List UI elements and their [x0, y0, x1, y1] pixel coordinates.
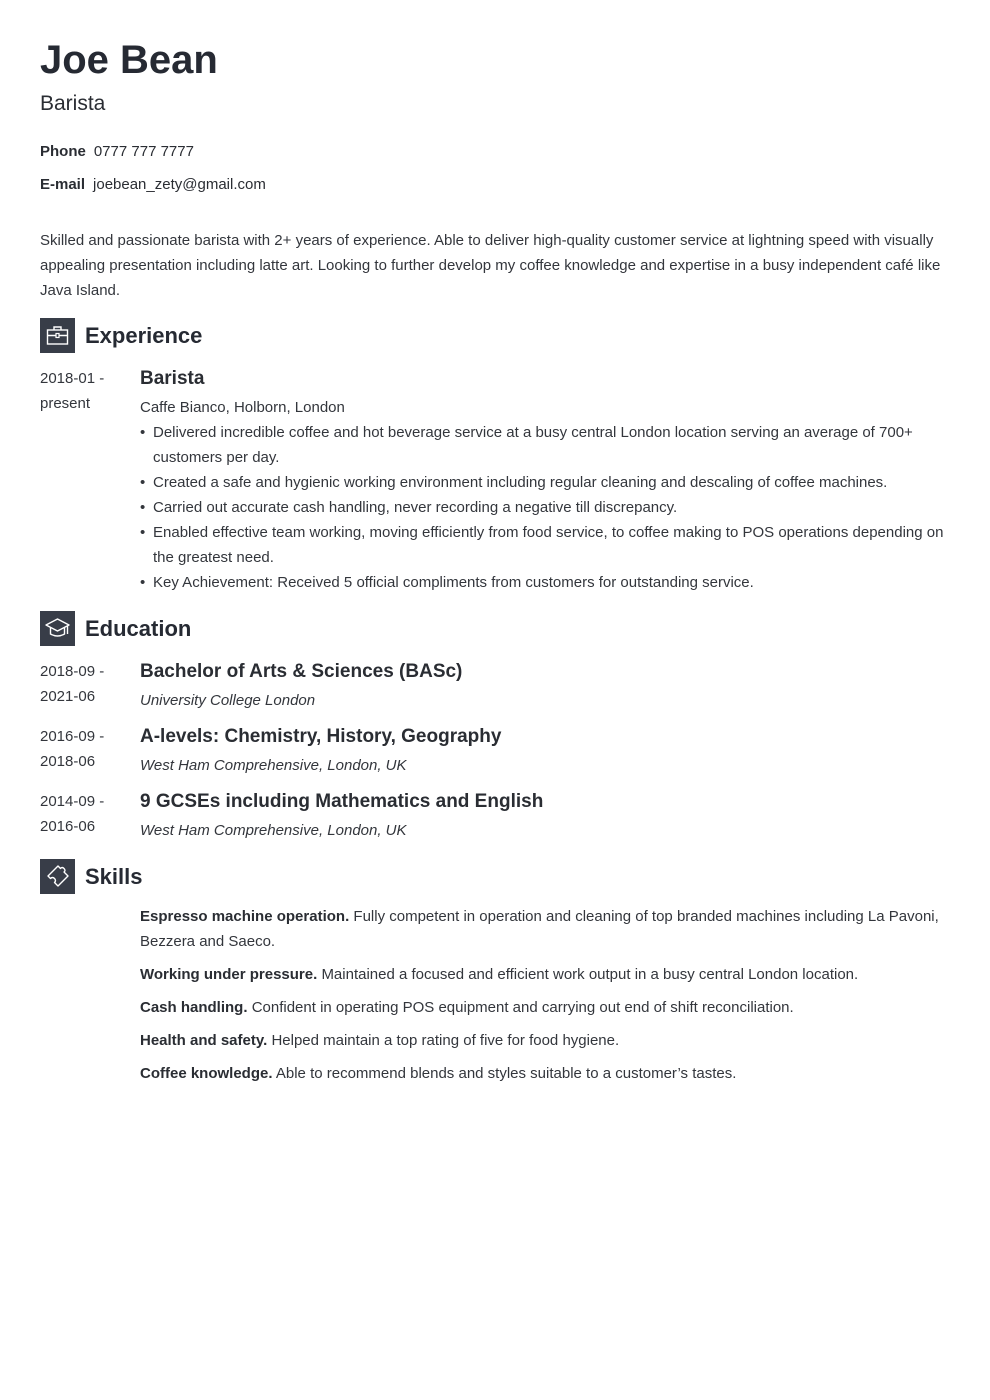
- job-title: Barista: [40, 92, 106, 115]
- skills-heading: Skills: [85, 863, 143, 889]
- entry-title: A-levels: Chemistry, History, Geography: [140, 726, 502, 747]
- entry-date: [40, 724, 130, 774]
- email-row: [40, 175, 266, 195]
- date-start: 2016-09 -: [40, 728, 105, 745]
- skill-name: Espresso machine operation.: [140, 908, 350, 925]
- entry-title: 9 GCSEs including Mathematics and English: [140, 791, 544, 812]
- experience-section-header: [40, 318, 202, 353]
- experience-heading: Experience: [85, 322, 203, 348]
- skill-desc: Helped maintain a top rating of five for food hygiene.: [271, 1032, 620, 1049]
- graduation-cap-icon: [40, 611, 75, 646]
- email-value[interactable]: joebean_zety@gmail.com: [93, 176, 266, 193]
- bullet-item: • Key Achievement: Received 5 official compliments from customers for outstanding service.: [140, 570, 950, 595]
- puzzle-icon: [40, 859, 75, 894]
- date-start: 2018-09 -: [40, 663, 105, 680]
- skill-name: Coffee knowledge.: [140, 1065, 273, 1082]
- date-end: 2018-06: [40, 753, 96, 770]
- bullet-item: • Enabled effective team working, moving efficiently from food service, to coffee making to POS operations depending on the greatest need.: [140, 520, 950, 570]
- entry-date: [40, 366, 130, 416]
- entry-body: [140, 659, 950, 713]
- skill-desc: Fully competent in operation and cleaning of top branded machines including La Pavoni, Bezzera and Saeco.: [140, 908, 939, 950]
- bullet-item: • Delivered incredible coffee and hot beverage service at a busy central London location serving an average of 700+ customers per day.: [140, 420, 950, 470]
- skill-desc: Confident in operating POS equipment and carrying out end of shift reconciliation.: [251, 999, 794, 1016]
- entry-date: [40, 659, 130, 709]
- skill-item: [140, 962, 950, 987]
- skills-body: [140, 904, 950, 1094]
- email-label: E-mail: [40, 176, 86, 193]
- entry-school: West Ham Comprehensive, London, UK: [140, 822, 407, 839]
- entry-date: [40, 789, 130, 839]
- skills-section-header: [40, 859, 142, 894]
- entry-school: University College London: [140, 692, 316, 709]
- date-start: 2018-01 -: [40, 370, 105, 387]
- entry-school: West Ham Comprehensive, London, UK: [140, 757, 407, 774]
- bullet-item: • Created a safe and hygienic working environment including regular cleaning and descaling of coffee machines.: [140, 470, 950, 495]
- date-end: present: [40, 395, 91, 412]
- skill-name: Cash handling.: [140, 999, 248, 1016]
- skill-item: [140, 1061, 950, 1086]
- entry-title: Bachelor of Arts & Sciences (BASc): [140, 661, 463, 682]
- phone-value: 0777 777 7777: [93, 143, 194, 160]
- entry-body: [140, 366, 950, 595]
- entry-body: [140, 724, 950, 778]
- candidate-name: Joe Bean: [40, 38, 218, 82]
- skill-desc: Able to recommend blends and styles suitable to a customer’s tastes.: [275, 1065, 737, 1082]
- bullet-item: • Carried out accurate cash handling, never recording a negative till discrepancy.: [140, 495, 950, 520]
- skill-name: Health and safety.: [140, 1032, 268, 1049]
- date-start: 2014-09 -: [40, 793, 105, 810]
- entry-body: [140, 789, 950, 843]
- skill-desc: Maintained a focused and efficient work output in a busy central London location.: [321, 966, 859, 983]
- skill-item: [140, 904, 950, 954]
- skill-name: Working under pressure.: [140, 966, 318, 983]
- entry-bullets: [140, 420, 950, 595]
- skill-item: [140, 995, 950, 1020]
- phone-label: Phone: [40, 143, 86, 160]
- date-end: 2016-06: [40, 818, 96, 835]
- education-heading: Education: [85, 615, 192, 641]
- education-section-header: [40, 611, 191, 646]
- entry-title: Barista: [140, 368, 205, 389]
- date-end: 2021-06: [40, 688, 96, 705]
- phone-row: [40, 142, 194, 162]
- skill-item: [140, 1028, 950, 1053]
- profile-summary: Skilled and passionate barista with 2+ years of experience. Able to deliver high-quality customer service at lightning speed with visually appealing presentation including latte art. Looking to further develop my coffee knowledge and expertise in a busy independent café like Java Island.: [40, 232, 941, 299]
- entry-company: Caffe Bianco, Holborn, London: [140, 399, 345, 416]
- briefcase-icon: [40, 318, 75, 353]
